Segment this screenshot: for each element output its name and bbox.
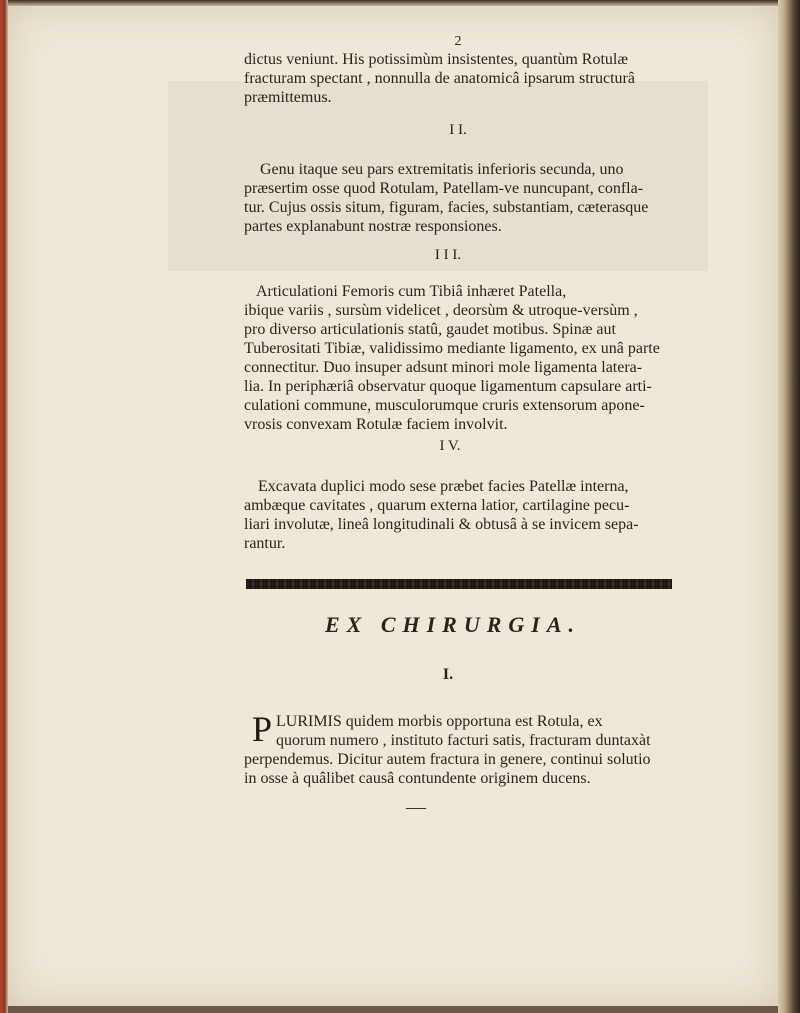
end-dash: [406, 808, 426, 809]
sec3-line-2: ibique variis , sursùm videlicet , deorsùm & utroque-versùm ,: [244, 302, 638, 319]
page-number: 2: [454, 34, 462, 49]
sec4-line-3: liari involutæ, lineâ longitudinali & obtusâ à se invicem sepa-: [244, 516, 639, 533]
sec3-line-8: vrosis convexam Rotulæ faciem involvit.: [244, 416, 508, 433]
sec4-line-4: rantur.: [244, 535, 286, 552]
book-page: [8, 6, 778, 1006]
chir-line-3: perpendemus. Dicitur autem fractura in genere, continui solutio: [244, 751, 651, 768]
sec2-line-4: partes explanabunt nostræ responsiones.: [244, 218, 502, 235]
section-heading-4: I V.: [439, 438, 461, 454]
intro-line-3: præmittemus.: [244, 89, 332, 106]
book-binding-right: [778, 0, 800, 1013]
chir-line-1: LURIMIS quidem morbis opportuna est Rotula, ex: [276, 713, 603, 730]
intro-line-1: dictus veniunt. His potissimùm insistentes, quantùm Rotulæ: [244, 51, 629, 68]
drop-cap: P: [252, 709, 273, 749]
sec2-line-2: præsertim osse quod Rotulam, Patellam-ve nuncupant, confla-: [244, 180, 644, 197]
ornamental-rule: [246, 579, 672, 589]
section-heading-3: I I I.: [434, 247, 462, 263]
book-binding-left: [0, 0, 8, 1013]
sec2-line-3: tur. Cujus ossis situm, figuram, facies, substantiam, cæterasque: [244, 199, 649, 216]
sec4-line-1: Excavata duplici modo sese præbet facies Patellæ interna,: [258, 478, 629, 495]
intro-line-2: fracturam spectant , nonnulla de anatomicâ ipsarum structurâ: [244, 70, 635, 87]
sec2-line-1: Genu itaque seu pars extremitatis inferioris secunda, uno: [260, 161, 624, 178]
chapter-section-heading-1: I.: [442, 666, 454, 683]
chir-line-2: quorum numero , instituto facturi satis, fracturam duntaxàt: [276, 732, 651, 749]
sec3-line-7: culationi commune, musculorumque cruris extensorum apone-: [244, 397, 645, 414]
sec3-line-6: lia. In periphæriâ observatur quoque ligamentum capsulare arti-: [244, 378, 652, 395]
section-heading-2: I I.: [449, 122, 467, 138]
sec4-line-2: ambæque cavitates , quarum externa latior, cartilagine pecu-: [244, 497, 630, 514]
sec3-line-3: pro diverso articulationis statû, gaudet motibus. Spinæ aut: [244, 321, 616, 338]
chapter-title: EX CHIRURGIA.: [324, 612, 582, 637]
sec3-line-4: Tuberositati Tibiæ, validissimo mediante ligamento, ex unâ parte: [244, 340, 660, 357]
chir-line-4: in osse à quâlibet causâ contundente originem ducens.: [244, 770, 591, 787]
sec3-line-5: connectitur. Duo insuper adsunt minori mole ligamenta latera-: [244, 359, 643, 376]
sec3-line-1: Articulationi Femoris cum Tibiâ inhæret Patella,: [256, 283, 567, 300]
